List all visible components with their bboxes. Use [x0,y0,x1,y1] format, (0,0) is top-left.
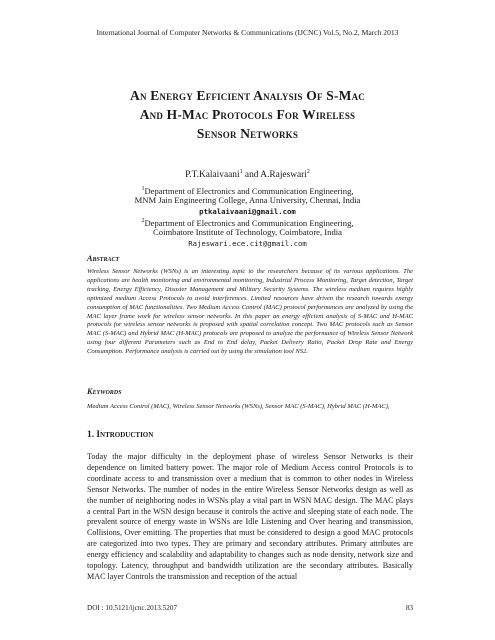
title-line-1: An Energy Efficient Analysis Of S-Mac [130,88,365,103]
author-2-affil-mark: 2 [306,169,310,175]
introduction-heading: 1. Introduction [87,430,154,440]
affiliation-1-department: Department of Electronics and Communication Engineering, [144,185,354,196]
author-1-email-link[interactable]: ptkalaivaani@gmail.com [199,207,296,216]
affiliation-2-department: Department of Electronics and Communication Engineering, [144,217,354,228]
keywords-text: Medium Access Control (MAC), Wireless Sensor Networks (WSNs), Sensor MAC (S-MAC), Hybrid MAC (H-MAC), [87,403,390,410]
doi-footer[interactable]: DOI : 10.5121/ijcnc.2013.5207 [87,604,178,612]
affiliation-1-mark: 1 [141,186,145,192]
author-list [0,166,495,181]
author-1-affil-mark: 1 [239,169,243,175]
author-1-name: P.T.Kalaivaani [185,170,240,181]
affiliation-2-email-row [0,238,495,249]
author-2-email-link[interactable]: Rajeswari.ece.cit@gmail.com [188,239,307,248]
author-conjunction: and [242,170,261,181]
title-line-3: Sensor Networks [196,126,299,141]
introduction-text: Today the major difficulty in the deployment phase of wireless Sensor Networks is their dependence on limited battery power. The major role of Medium Access control Protocols is to coordinate access to and transmission over a medium that is common to other nodes in Wireless Sensor Networks. The number of nodes in the entire Wireless Sensor Networks design as well as the number of neighboring nodes in WSNs play a vital part in WSN MAC design. The MAC plays a central Part in the WSN design because it controls the active and sleeping state of each node. The prevalent source of energy waste in WSNs are Idle Listening and Over hearing and transmission, Collisions, Over emitting. The properties that must be considered to design a good MAC protocols are categorized into two types. They are primary and secondary attributes. Primary attributes are energy efficiency and scalability and adaptability to changes such as node density, network size and topology. Latency, throughput and bandwidth utilization are the secondary attributes. Basically MAC layer Controls the transmission and reception of the actual [87,452,413,581]
page-number: 83 [405,604,413,612]
affiliation-2-institution: Coimbatore Institute of Technology, Coimbatore, India [153,227,342,237]
title-line-2: And H-Mac Protocols For Wireless [139,107,356,122]
author-2-name: A.Rajeswari [260,170,307,181]
running-header: International Journal of Computer Networks & Communications (IJCNC) Vol.5, No.2, March 2013 [96,28,399,37]
affiliation-2-mark: 2 [141,218,145,224]
paper-title [60,86,435,143]
keywords-heading: Keywords [87,387,122,396]
abstract-heading: Abstract [87,254,120,263]
affiliation-1-institution: MNM Jain Engineering College, Anna University, Chennai, India [134,195,361,205]
abstract-text: Wireless Sensor Networks (WSNs) is an interesting topic to the researchers because of its various applications. The applications are health monitoring and environmental monitoring, Industrial Process Monitoring, Target detection, Target tracking, Energy Efficiency, Disaster Management and Military Security Systems. The wireless medium requires highly optimized medium Access Protocols to avoid interferences. Limited resources have driven the research towards energy consumption of MAC functionalities. Two Medium Access Control (MAC) protocol performances are analyzed by using the MAC layer frame work for wireless sensor networks. In this paper an energy efficient analysis of S-MAC and H-MAC protocols for wireless sensor networks is proposed with spatial correlation concept. Two MAC protocols such as Sensor MAC (S-MAC) and Hybrid MAC (H-MAC) protocols are proposed to analyze the performance of Wireless Sensor Network using four different Parameters such as End to End delay, Packet Delivery Ratio, Packet Drop Rate and Energy Consumption. Performance analysis is carried out by using the simulation tool NS2. [87,268,413,356]
